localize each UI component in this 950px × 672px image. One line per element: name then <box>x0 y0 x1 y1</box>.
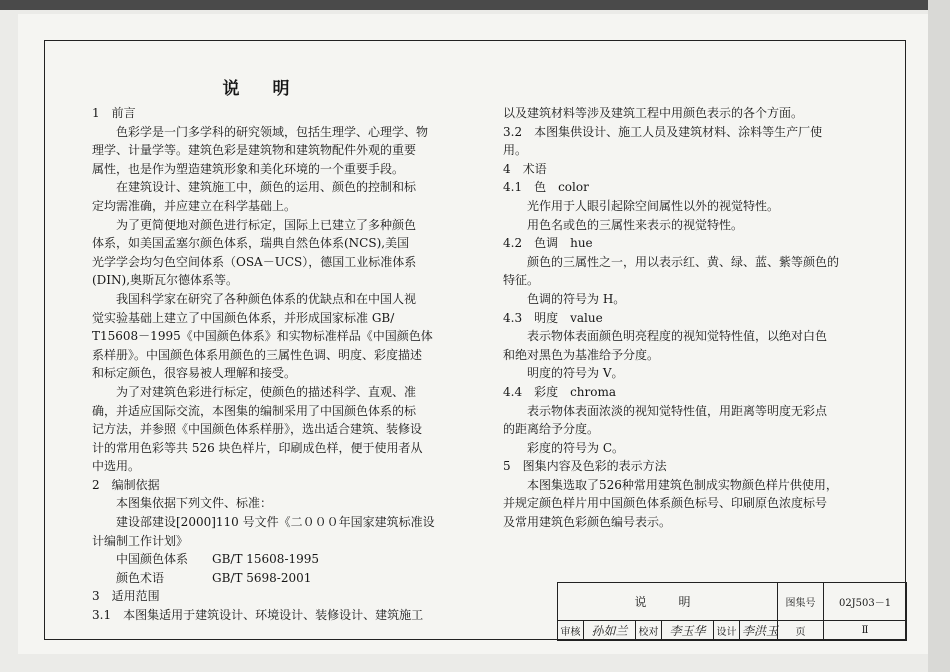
paragraph-line: 我国科学家在研究了各种颜色体系的优缺点和在中国人视 <box>116 291 417 306</box>
paragraph-line: 颜色的三属性之一，用以表示红、黄、绿、蓝、紫等颜色的 <box>527 254 840 269</box>
term-heading-color: 4.1 色 color <box>503 180 589 195</box>
paragraph-line: 的距离给予分度。 <box>503 422 600 437</box>
paragraph-line: 表示物体表面颜色明亮程度的视知觉特性值，以绝对白色 <box>527 329 828 344</box>
left-column <box>92 104 466 625</box>
paragraph-line: 属性，也是作为塑造建筑形象和美化环境的一个重要手段。 <box>92 161 405 176</box>
atlas-number-label: 图集号 <box>778 583 824 621</box>
standard-name: 颜色术语 <box>116 570 165 585</box>
paragraph-line: 色调的符号为 H。 <box>527 291 626 306</box>
check-label: 校对 <box>636 621 662 641</box>
paragraph-line: 用色名或色的三属性来表示的视觉特性。 <box>527 217 744 232</box>
paragraph-line: 理学、计量学等。建筑色彩是建筑物和建筑物配件外观的重要 <box>92 143 417 158</box>
paragraph-line: 以及建筑材料等涉及建筑工程中用颜色表示的各个方面。 <box>503 106 804 120</box>
paragraph-line: 计的常用色彩等共 526 块色样片，印刷成色样，便于使用者从 <box>92 440 423 455</box>
paragraph-line: 及常用建筑色彩颜色编号表示。 <box>503 515 672 530</box>
paragraph-line: 用。 <box>503 143 528 158</box>
right-column <box>503 104 878 532</box>
paragraph-line: 建设部建设[2000]110 号文件《二０００年国家建筑标准设 <box>116 515 435 530</box>
paragraph-line: 并规定颜色样片用中国颜色体系颜色标号、印刷原色浓度标号 <box>503 496 828 511</box>
term-heading-chroma: 4.4 彩度 chroma <box>503 384 617 399</box>
review-signature: 孙如兰 <box>584 621 636 641</box>
paragraph-line: 为了更简便地对颜色进行标定，国际上已建立了多种颜色 <box>116 217 417 232</box>
section-heading: 3 适用范围 <box>92 589 160 604</box>
paragraph-line: 定均需准确，并应建立在科学基础上。 <box>92 198 297 213</box>
paragraph-line: 特征。 <box>503 273 540 288</box>
standard-row <box>92 569 466 588</box>
paragraph-line: 记方法，并参照《中国颜色体系样册》，选出适合建筑、装修设 <box>92 422 423 437</box>
paragraph-line: 光学学会均匀色空间体系（OSA－UCS），德国工业标准体系 <box>92 254 417 269</box>
scan-top-edge <box>0 0 950 10</box>
title-block <box>557 582 907 641</box>
paragraph-line: (DIN),奥斯瓦尔德体系等。 <box>92 273 239 288</box>
paragraph-line: T15608－1995《中国颜色体系》和实物标准样品《中国颜色体 <box>92 329 433 344</box>
paragraph-line: 明度的符号为 V。 <box>527 366 624 381</box>
paragraph-line: 和绝对黑色为基准给予分度。 <box>503 347 660 362</box>
paragraph-line: 本图集依据下列文件、标准： <box>116 496 273 511</box>
paragraph-line: 为了对建筑色彩进行标定，使颜色的描述科学、直观、准 <box>116 384 417 399</box>
paragraph-line: 表示物体表面浓淡的视知觉特性值，用距离等明度无彩点 <box>527 403 828 418</box>
standard-code: GB/T 5698-2001 <box>212 570 312 585</box>
paragraph-line: 光作用于人眼引起除空间属性以外的视觉特性。 <box>527 198 780 213</box>
paragraph-line: 体系，如美国孟塞尔颜色体系，瑞典自然色体系(NCS),美国 <box>92 236 410 251</box>
paragraph-line: 觉实验基础上建立了中国颜色体系，并形成国家标准 GB/ <box>92 310 395 325</box>
title-block-title: 说 明 <box>558 583 778 621</box>
paragraph-line: 确，并适应国际交流，本图集的编制采用了中国颜色体系的标 <box>92 403 417 418</box>
paragraph-line: 在建筑设计、建筑施工中，颜色的运用、颜色的控制和标 <box>116 180 417 195</box>
paragraph-line: 系样册》。中国颜色体系用颜色的三属性色调、明度、彩度描述 <box>92 347 423 362</box>
paragraph-line: 中选用。 <box>92 459 141 474</box>
term-heading-value: 4.3 明度 value <box>503 310 603 325</box>
section-heading: 2 编制依据 <box>92 477 160 492</box>
section-heading: 1 前言 <box>92 106 136 120</box>
atlas-number: 02J503－1 <box>824 583 907 621</box>
paragraph-line: 彩度的符号为 C。 <box>527 440 624 455</box>
term-heading-hue: 4.2 色调 hue <box>503 236 593 251</box>
paragraph-line: 色彩学是一门多学科的研究领域，包括生理学、心理学、物 <box>116 124 429 139</box>
scan-right-edge <box>928 0 950 672</box>
design-signature: 李洪玉 <box>740 621 778 641</box>
paragraph-line: 本图集选取了526种常用建筑色制成实物颜色样片供使用， <box>527 477 838 492</box>
section-heading: 5 图集内容及色彩的表示方法 <box>503 459 667 474</box>
paragraph-line: 和标定颜色，很容易被人理解和接受。 <box>92 366 297 381</box>
section-heading: 4 术语 <box>503 161 547 176</box>
standard-code: GB/T 15608-1995 <box>212 552 320 567</box>
standard-row <box>92 550 466 569</box>
page-label: 页 <box>778 621 824 641</box>
paragraph-line: 计编制工作计划》 <box>92 533 189 548</box>
design-label: 设计 <box>714 621 740 641</box>
page-title: 说 明 <box>222 79 298 99</box>
paragraph-line: 3.1 本图集适用于建筑设计、环境设计、装修设计、建筑施工 <box>92 608 424 623</box>
check-signature: 李玉华 <box>662 621 714 641</box>
subsection-heading: 3.2 本图集供设计、施工人员及建筑材料、涂料等生产厂使 <box>503 124 823 139</box>
page-number: Ⅱ <box>824 621 907 641</box>
review-label: 审核 <box>558 621 584 641</box>
standard-name: 中国颜色体系 <box>116 552 189 567</box>
